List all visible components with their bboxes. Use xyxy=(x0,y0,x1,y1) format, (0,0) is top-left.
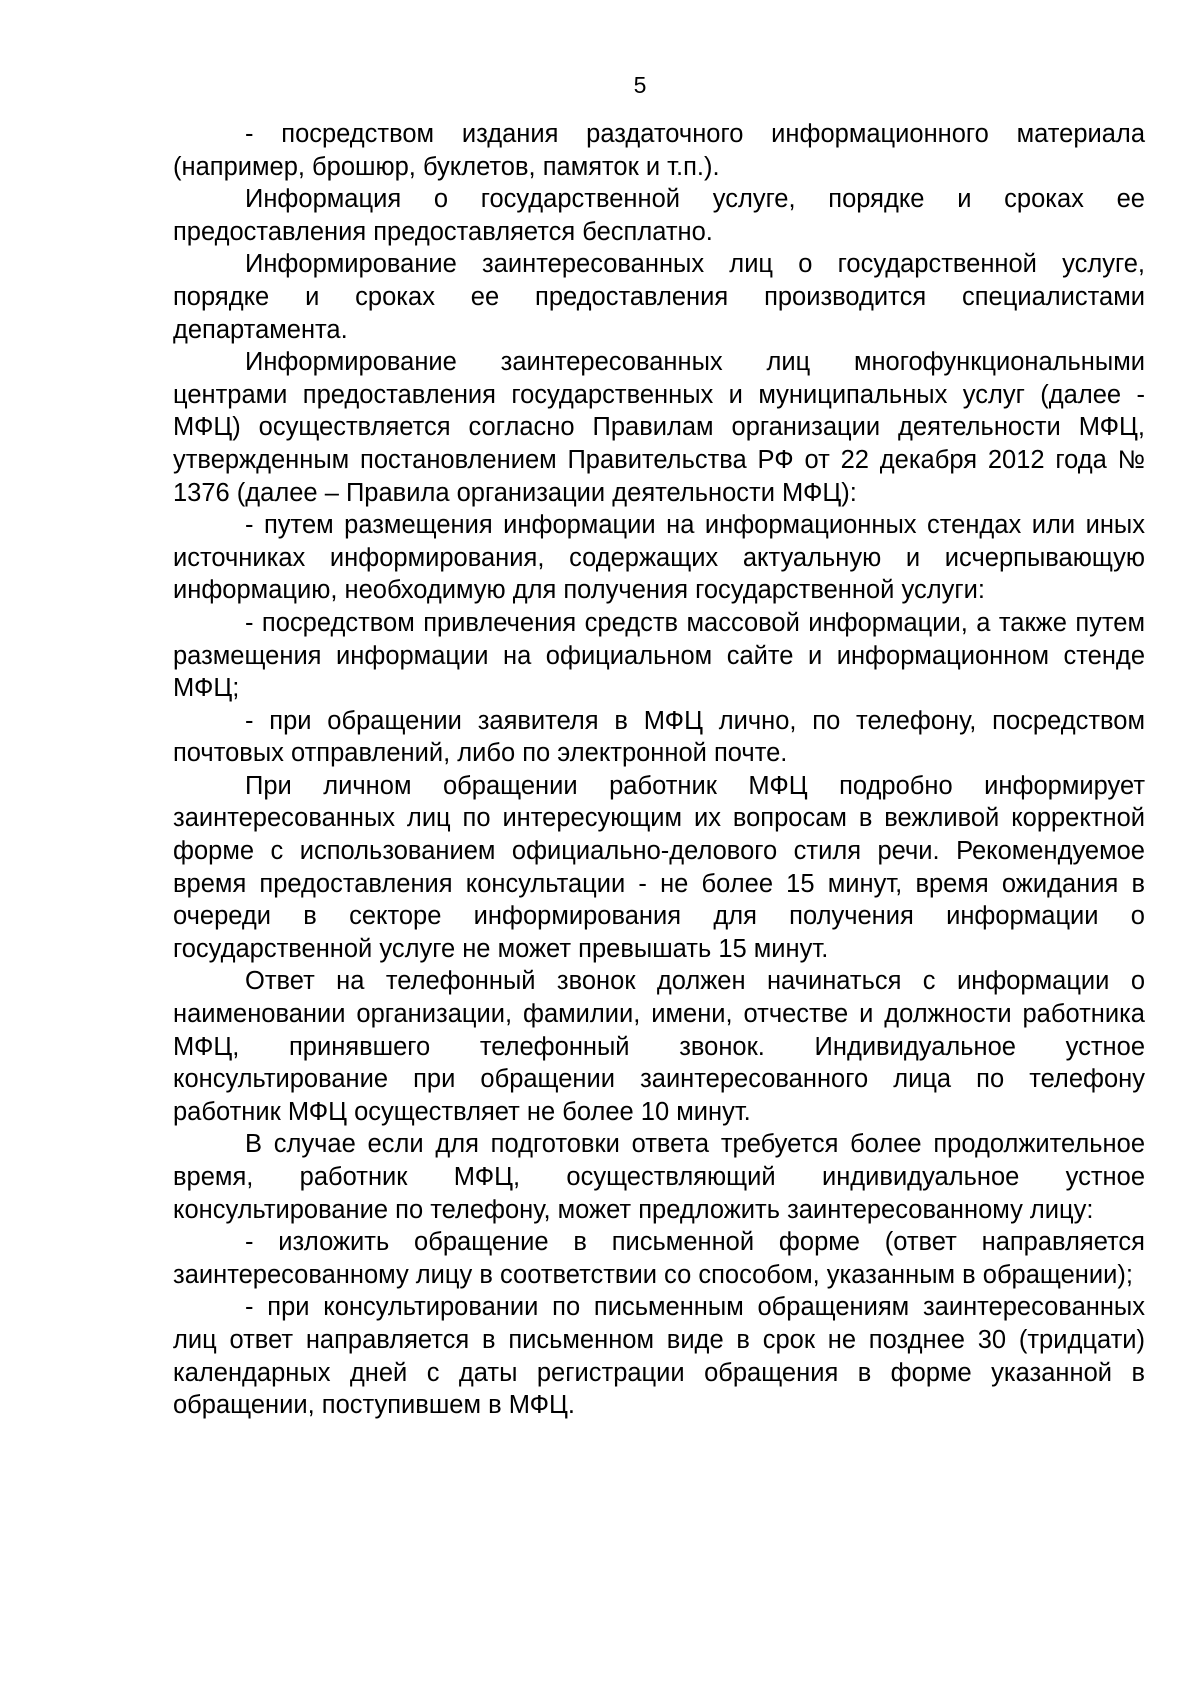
paragraph-personal-visit: При личном обращении работник МФЦ подробно информирует заинтересованных лиц по интересующим их вопросам в вежливой корректной форме с использованием официально-делового стиля речи. Рекомендуемое время предоставления консультации - не более 15 минут, время ожидания в очереди в секторе информирования для получения информации о государственной услуге не может превышать 15 минут. xyxy=(173,771,1145,963)
paragraph-free-information: Информация о государственной услуге, порядке и сроках ее предоставления предоставляется бесплатно. xyxy=(173,185,1145,246)
paragraph-written-response: - при консультировании по письменным обращениям заинтересованных лиц ответ направляется в письменном виде в срок не позднее 30 (тридцати) календарных дней с даты регистрации обращения в форме указанной в обращении, поступившем в МФЦ. xyxy=(173,1293,1145,1420)
paragraph-written-request: - изложить обращение в письменной форме (ответ направляется заинтересованному лицу в соответствии со способом, указанным в обращении); xyxy=(173,1228,1145,1289)
paragraph-info-stands: - путем размещения информации на информационных стендах или иных источниках информирования, содержащих актуальную и исчерпывающую информацию, необходимую для получения государственной услуги: xyxy=(173,511,1145,605)
paragraph-mfc-informing: Информирование заинтересованных лиц многофункциональными центрами предоставления государственных и муниципальных услуг (далее - МФЦ) осуществляется согласно Правилам организации деятельности МФЦ, утвержденным постановлением Правительства РФ от 22 декабря 2012 года № 1376 (далее – Правила организации деятельности МФЦ): xyxy=(173,348,1145,507)
document-body xyxy=(173,118,1145,1422)
page-number: 5 xyxy=(633,72,647,98)
paragraph-mass-media: - посредством привлечения средств массовой информации, а также путем размещения информации на официальном сайте и информационном стенде МФЦ; xyxy=(173,608,1145,703)
paragraph-longer-time: В случае если для подготовки ответа требуется более продолжительное время, работник МФЦ, осуществляющий индивидуальное устное консультирование по телефону, может предложить заинтересованному лицу: xyxy=(173,1130,1145,1224)
paragraph-handouts: - посредством издания раздаточного информационного материала (например, брошюр, буклетов, памяток и т.п.). xyxy=(173,120,1145,181)
paragraph-phone-call: Ответ на телефонный звонок должен начинаться с информации о наименовании организации, фамилии, имени, отчестве и должности работника МФЦ, принявшего телефонный звонок. Индивидуальное устное консультирование при обращении заинтересованного лица по телефону работник МФЦ осуществляет не более 10 минут. xyxy=(173,967,1145,1126)
paragraph-department-specialists: Информирование заинтересованных лиц о государственной услуге, порядке и сроках ее предоставления производится специалистами департамента. xyxy=(173,250,1145,344)
paragraph-applicant-contact: - при обращении заявителя в МФЦ лично, по телефону, посредством почтовых отправлений, либо по электронной почте. xyxy=(173,706,1145,768)
